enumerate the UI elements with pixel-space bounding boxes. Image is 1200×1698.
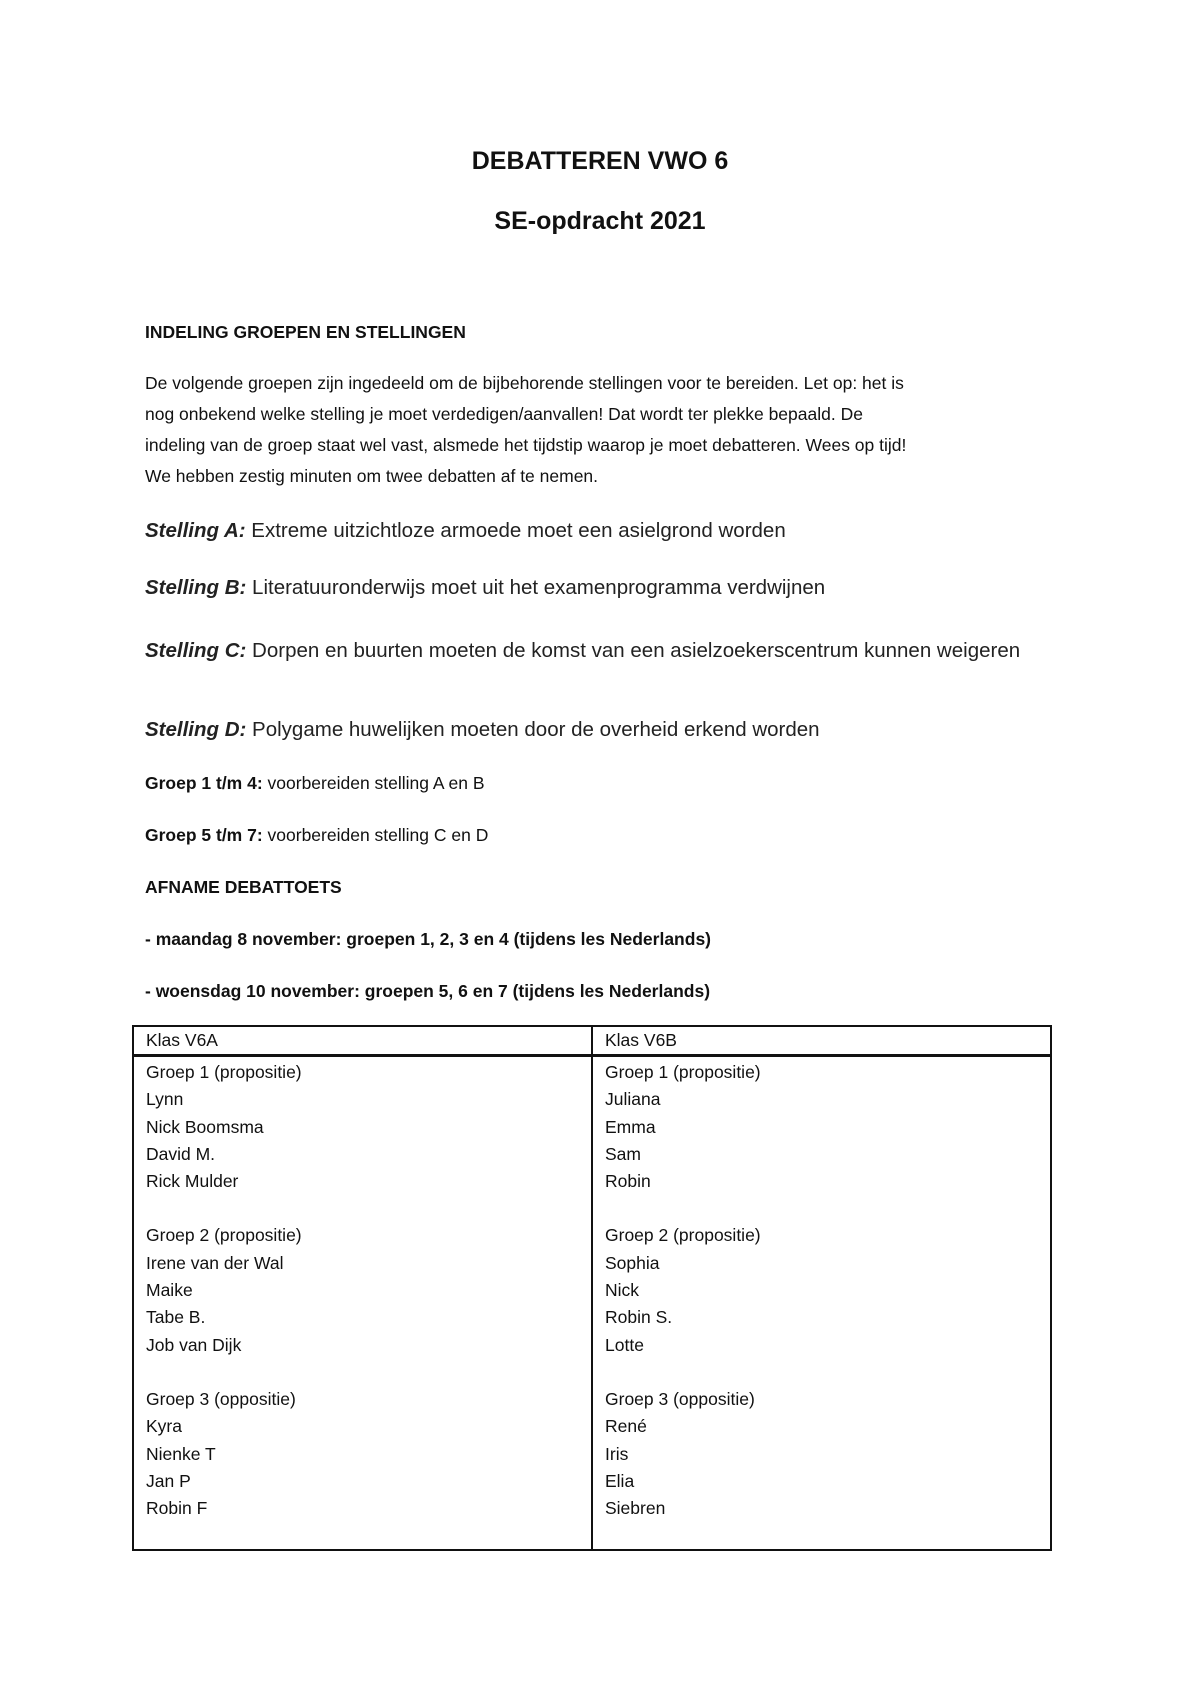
assignment-text: voorbereiden stelling A en B [262,773,485,793]
group-member: Lotte [605,1334,644,1355]
table-header-row [133,1026,1051,1056]
group-member: Maike [146,1280,193,1301]
group-block [146,1222,579,1358]
group-member: René [605,1416,647,1437]
table-body-row [133,1056,1051,1551]
group-member: Robin F [146,1498,208,1519]
group-member: Sam [605,1143,641,1164]
group-member: Nick Boomsma [146,1116,264,1137]
intro-line: De volgende groepen zijn ingedeeld om de bijbehorende stellingen voor te bereiden. Let op: het is [145,373,904,393]
statement-d [145,716,1045,743]
statement-label: Stelling A: [145,519,246,542]
group-title: Groep 1 (propositie) [146,1062,302,1082]
statement-c [145,637,1045,664]
group-block [146,1059,579,1195]
group-title: Groep 2 (propositie) [605,1225,761,1246]
intro-line: indeling van de groep staat wel vast, alsmede het tijdstip waarop je moet debatteren. Wees op tijd! [145,435,907,455]
statement-text: Literatuuronderwijs moet uit het examenprogramma verdwijnen [246,576,826,599]
group-table [132,1025,1052,1551]
group-block [146,1386,579,1522]
group-member: Nick [605,1280,640,1301]
group-block [605,1222,1038,1358]
intro-line: We hebben zestig minuten om twee debatten af te nemen. [145,466,599,486]
group-member: Robin [605,1171,651,1192]
group-member: David M. [146,1143,216,1164]
group-member: Elia [605,1470,635,1491]
statement-text: Polygame huwelijken moeten door de overheid erkend worden [246,718,820,741]
group-member: Siebren [605,1498,666,1519]
document-subtitle: SE-opdracht 2021 [494,207,706,235]
group-member: Rick Mulder [146,1171,239,1192]
table-header-v6b: Klas V6B [592,1026,1051,1056]
statement-text: Dorpen en buurten moeten de komst van een asielzoekerscentrum kunnen weigeren [246,639,1021,662]
statement-text: Extreme uitzichtloze armoede moet een asielgrond worden [245,519,786,542]
assignment-label: Groep 1 t/m 4: [145,773,263,793]
group-member: Iris [605,1443,629,1464]
group-block [605,1386,1038,1522]
table-header-v6a: Klas V6A [133,1026,592,1056]
assignment-label: Groep 5 t/m 7: [145,825,263,845]
group-title: Groep 1 (propositie) [605,1062,761,1082]
group-member: Robin S. [605,1307,673,1328]
assignment-groups-5-7 [145,825,488,846]
schedule-item: - maandag 8 november: groepen 1, 2, 3 en 4 (tijdens les Nederlands) [145,929,711,949]
group-member: Nienke T [146,1443,216,1464]
group-member: Lynn [146,1089,184,1110]
statement-label: Stelling C: [145,639,247,662]
class-v6a-column [133,1056,592,1551]
group-member: Kyra [146,1416,182,1437]
group-member: Juliana [605,1089,661,1110]
intro-paragraph [145,368,1045,492]
class-v6b-column [592,1056,1051,1551]
statement-b [145,574,1045,601]
group-title: Groep 3 (oppositie) [605,1388,755,1409]
group-member: Job van Dijk [146,1334,242,1355]
group-member: Emma [605,1116,656,1137]
group-member: Sophia [605,1252,660,1273]
group-member: Jan P [146,1470,191,1491]
statement-a [145,517,1045,544]
section-heading-groups: INDELING GROEPEN EN STELLINGEN [145,322,466,342]
intro-line: nog onbekend welke stelling je moet verdedigen/aanvallen! Dat wordt ter plekke bepaald. De [145,404,863,424]
assignment-groups-1-4 [145,773,485,794]
group-title: Groep 2 (propositie) [146,1225,302,1246]
group-member: Irene van der Wal [146,1252,284,1273]
statement-label: Stelling B: [145,576,247,599]
schedule-item: - woensdag 10 november: groepen 5, 6 en 7 (tijdens les Nederlands) [145,981,711,1001]
document-title: DEBATTEREN VWO 6 [471,147,729,175]
group-block [605,1059,1038,1195]
statement-label: Stelling D: [145,718,247,741]
group-member: Tabe B. [146,1307,206,1328]
assignment-text: voorbereiden stelling C en D [262,825,489,845]
section-heading-debate: AFNAME DEBATTOETS [145,877,342,897]
group-title: Groep 3 (oppositie) [146,1388,296,1409]
